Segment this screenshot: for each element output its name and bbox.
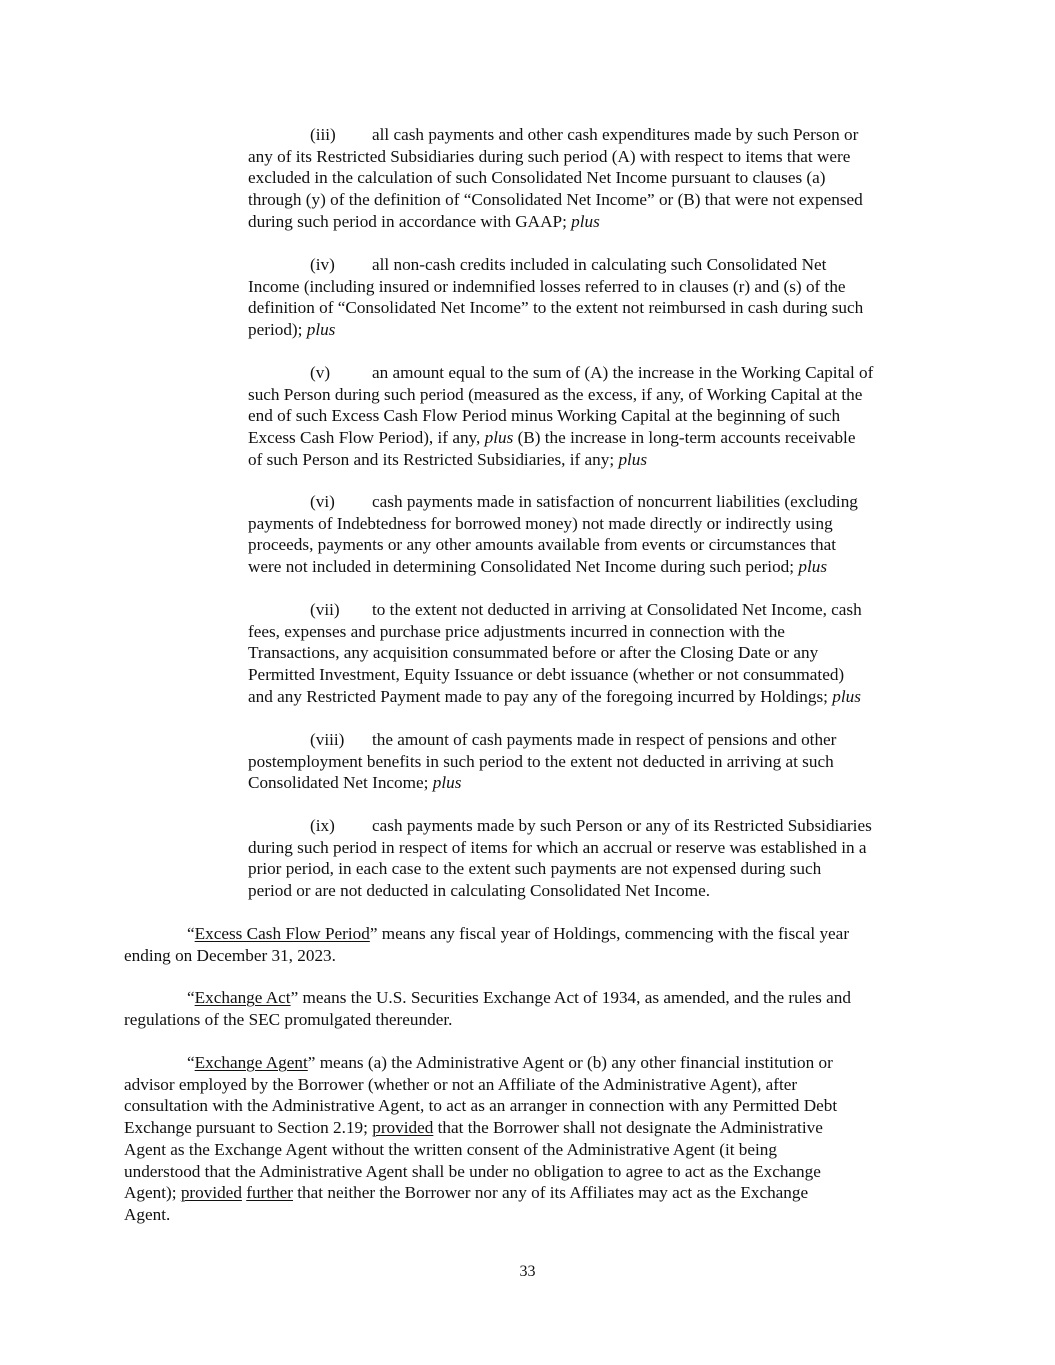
definition-text: Exchange pursuant to Section 2.19;: [124, 1118, 373, 1138]
clause-text: of such Person and its Restricted Subsidiaries, if any;: [248, 449, 619, 469]
provided-term: provided: [372, 1118, 434, 1138]
clause-text: to the extent not deducted in arriving at Consolidated Net Income, cash: [372, 600, 862, 619]
clause-number: (ix): [310, 816, 335, 835]
definition-text: advisor employed by the Borrower (whether or not an Affiliate of the Administrative Agent), after: [124, 1074, 798, 1094]
definition-exchange-agent: “Exchange Agent” means (a) the Administrative Agent or (b) any other financial institution or advisor employed by the Borrower (whether or not an Affiliate of the Administrative Agent), after consultation with the Administrative Agent, to act as an arranger in connection with any Permitted Debt Exchange pursuant to Section 2.19; provided that the Borrower shall not designate the Administrative Agent as the Exchange Agent without the written consent of the Administrative Agent (it being understood that the Administrative Agent shall be under no obligation to agree to act as the Exchange Agent); provided further that neither the Borrower nor any of its Affiliates may act as the Exchange Agent.: [124, 1052, 938, 1226]
clause-text: all cash payments and other cash expenditures made by such Person or: [372, 125, 859, 144]
defined-term: Exchange Act: [194, 988, 291, 1007]
definition-text: that the Borrower shall not designate the Administrative: [433, 1118, 823, 1138]
plus-connector: plus: [432, 773, 462, 793]
definition-text: ” means any fiscal year of Holdings, commencing with the fiscal year: [369, 924, 850, 943]
plus-connector: plus: [618, 449, 648, 469]
clause-text: period);: [248, 320, 307, 340]
clause-vii: [248, 599, 938, 708]
clause-text: excluded in the calculation of such Consolidated Net Income pursuant to clauses (a): [248, 168, 826, 188]
plus-connector: plus: [798, 557, 828, 577]
page-number: 33: [519, 1263, 536, 1280]
clause-viii: [248, 729, 938, 794]
definition-text: Agent);: [124, 1183, 181, 1203]
clause-text: such Person during such period (measured as the excess, if any, of Working Capital at the: [248, 384, 863, 404]
clause-text: through (y) of the definition of “Consolidated Net Income” or (B) that were not expensed: [248, 190, 863, 210]
clause-text: (B) the increase in long-term accounts receivable: [513, 428, 856, 448]
clause-number: (v): [310, 363, 331, 382]
plus-connector: plus: [306, 320, 336, 340]
definition-text: consultation with the Administrative Agent, to act as an arranger in connection with any Permitted Debt: [124, 1096, 838, 1116]
definition-text: ending on December 31, 2023.: [124, 945, 336, 965]
clause-text: postemployment benefits in such period to the extent not deducted in arriving at such: [248, 751, 834, 771]
clause-text: Excess Cash Flow Period), if any,: [248, 428, 485, 448]
clause-number: (iii): [310, 125, 336, 144]
further-term: further: [246, 1183, 293, 1203]
clause-text: during such period in accordance with GAAP;: [248, 211, 572, 231]
definition-exchange-act: “Exchange Act” means the U.S. Securities Exchange Act of 1934, as amended, and the rules and regulations of the SEC promulgated thereunder.: [124, 987, 938, 1030]
plus-connector: plus: [484, 428, 514, 448]
clause-text: were not included in determining Consolidated Net Income during such period;: [248, 557, 799, 577]
definition-excess-cash-flow-period: “Excess Cash Flow Period” means any fiscal year of Holdings, commencing with the fiscal year ending on December 31, 2023.: [124, 923, 938, 966]
definition-text: ” means (a) the Administrative Agent or (b) any other financial institution or: [307, 1053, 833, 1072]
clause-number: (vii): [310, 600, 340, 619]
clause-text: definition of “Consolidated Net Income” to the extent not reimbursed in cash during such: [248, 298, 864, 318]
clause-number: (vi): [310, 492, 335, 511]
clause-text: Consolidated Net Income;: [248, 773, 433, 793]
clause-text: and any Restricted Payment made to pay any of the foregoing incurred by Holdings;: [248, 686, 833, 706]
clause-v: [248, 362, 938, 471]
clause-text: Income (including insured or indemnified losses referred to in clauses (r) and (s) of the: [248, 276, 846, 296]
clause-text: end of such Excess Cash Flow Period minus Working Capital at the beginning of such: [248, 406, 841, 426]
clause-text: the amount of cash payments made in respect of pensions and other: [372, 730, 837, 749]
definition-text: ” means the U.S. Securities Exchange Act of 1934, as amended, and the rules and: [290, 988, 851, 1007]
plus-connector: plus: [832, 686, 861, 706]
clause-ix: [248, 815, 938, 902]
clause-text: prior period, in each case to the extent such payments are not expensed during such: [248, 859, 822, 879]
definition-text: Agent.: [124, 1204, 171, 1224]
definition-text: regulations of the SEC promulgated thereunder.: [124, 1009, 453, 1029]
clause-text: fees, expenses and purchase price adjustments incurred in connection with the: [248, 621, 785, 641]
clause-text: period or are not deducted in calculating Consolidated Net Income.: [248, 881, 710, 901]
clause-text: Transactions, any acquisition consummated before or after the Closing Date or any: [248, 643, 819, 663]
clause-iii: [248, 124, 938, 233]
clause-text: payments of Indebtedness for borrowed money) not made directly or indirectly using: [248, 513, 833, 533]
plus-connector: plus: [571, 211, 600, 231]
clause-text: proceeds, payments or any other amounts available from events or circumstances that: [248, 535, 836, 555]
clause-text: all non-cash credits included in calculating such Consolidated Net: [372, 255, 827, 274]
clause-text: Permitted Investment, Equity Issuance or debt issuance (whether or not consummated): [248, 665, 845, 685]
clause-text: any of its Restricted Subsidiaries during such period (A) with respect to items that were: [248, 146, 851, 166]
clause-number: (viii): [310, 730, 345, 749]
defined-term: Exchange Agent: [194, 1053, 308, 1072]
clause-vi: [248, 491, 938, 578]
provided-term: provided: [180, 1183, 242, 1203]
definition-text: Agent as the Exchange Agent without the written consent of the Administrative Agent (it being: [124, 1139, 777, 1159]
clause-text: during such period in respect of items for which an accrual or reserve was established in a: [248, 837, 867, 857]
clause-number: (iv): [310, 255, 335, 274]
clause-text: cash payments made by such Person or any of its Restricted Subsidiaries: [372, 816, 872, 835]
clause-text: cash payments made in satisfaction of noncurrent liabilities (excluding: [372, 492, 858, 511]
defined-term: Excess Cash Flow Period: [194, 924, 370, 943]
definition-text: understood that the Administrative Agent shall be under no obligation to agree to act as the Exchange: [124, 1161, 821, 1181]
clause-text: an amount equal to the sum of (A) the increase in the Working Capital of: [372, 363, 874, 382]
definition-text: that neither the Borrower nor any of its Affiliates may act as the Exchange: [292, 1183, 809, 1203]
clause-iv: [248, 254, 938, 341]
